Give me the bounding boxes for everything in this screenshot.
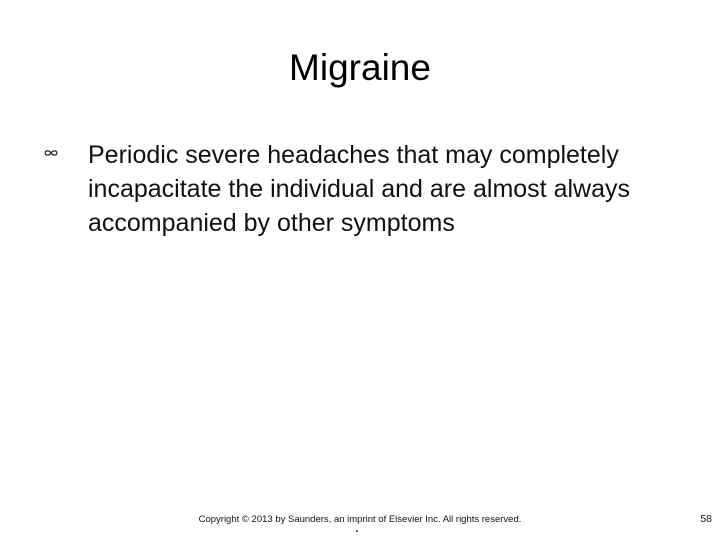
- bullet-text: Periodic severe headaches that may completely incapacitate the individual and are almost always accompanied by other symptoms: [88, 141, 630, 237]
- copyright-text: Copyright © 2013 by Saunders, an imprint of Elsevier Inc. All rights reserved.: [198, 514, 522, 525]
- page-number: 58: [700, 513, 712, 525]
- slide-title: Migraine: [289, 47, 431, 88]
- footer-dot: [356, 530, 358, 532]
- infinity-bullet-icon: [44, 138, 88, 167]
- bullet-item: [44, 138, 684, 240]
